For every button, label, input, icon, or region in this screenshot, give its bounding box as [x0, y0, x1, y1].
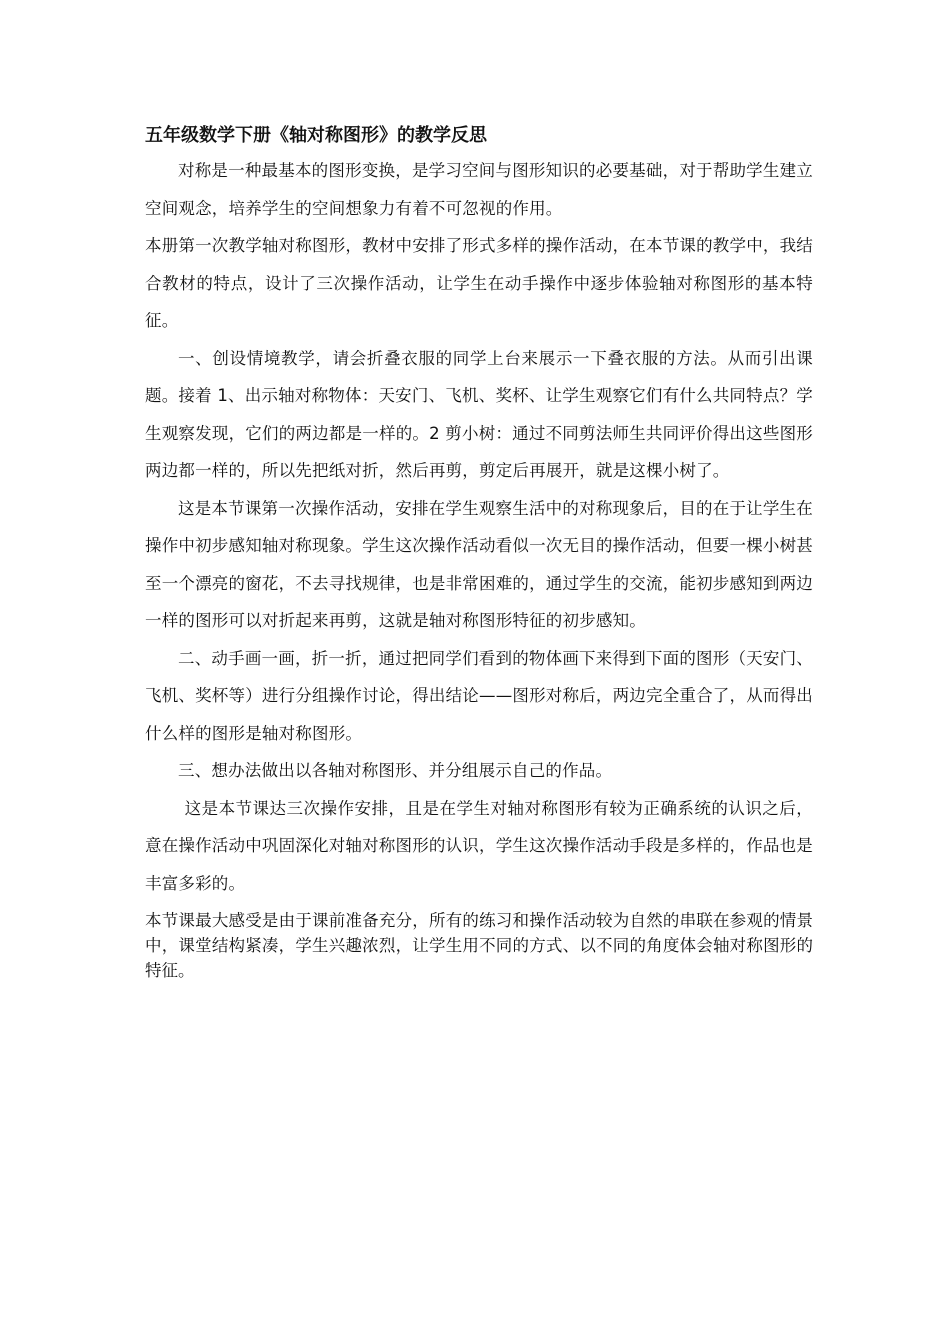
paragraph-activity-one-reflection: 这是本节课第一次操作活动，安排在学生观察生活中的对称现象后，目的在于让学生在操作中初步感知轴对称现象。学生这次操作活动看似一次无目的操作活动，但要一棵小树甚至一个漂亮的窗花，不去寻找规律，也是非常困难的，通过学生的交流，能初步感知到两边一样的图形可以对折起来再剪，这就是轴对称图形特征的初步感知。	[145, 498, 813, 630]
paragraph-activity-three: 三、想办法做出以各轴对称图形、并分组展示自己的作品。	[178, 761, 613, 780]
paragraph-overview: 本册第一次教学轴对称图形，教材中安排了形式多样的操作活动，在本节课的教学中，我结合教材的特点，设计了三次操作活动，让学生在动手操作中逐步体验轴对称图形的基本特征。	[145, 236, 813, 330]
paragraph-activity-one: 一、创设情境教学，请会折叠衣服的同学上台来展示一下叠衣服的方法。从而引出课题。接着 1、出示轴对称物体：天安门、飞机、奖杯、让学生观察它们有什么共同特点？学生观察发现，它们的两边都是一样的。2 剪小树：通过不同剪法师生共同评价得出这些图形两边都一样的，所以先把纸对折，然后再剪，剪定后再展开，就是这棵小树了。	[145, 348, 813, 480]
paragraph-activity-two: 二、动手画一画，折一折，通过把同学们看到的物体画下来得到下面的图形（天安门、飞机、奖杯等）进行分组操作讨论，得出结论——图形对称后，两边完全重合了，从而得出什么样的图形是轴对称图形。	[145, 648, 813, 743]
document-title: 五年级数学下册《轴对称图形》的教学反思	[145, 125, 487, 146]
paragraph-conclusion: 本节课最大感受是由于课前准备充分，所有的练习和操作活动较为自然的串联在参观的情景中，课堂结构紧凑，学生兴趣浓烈，让学生用不同的方式、以不同的角度体会轴对称图形的特征。	[145, 911, 813, 980]
document-body	[145, 122, 813, 983]
paragraph-activity-three-reflection: 这是本节课达三次操作安排，且是在学生对轴对称图形有较为正确系统的认识之后，意在操作活动中巩固深化对轴对称图形的认识，学生这次操作活动手段是多样的，作品也是丰富多彩的。	[145, 798, 813, 893]
paragraph-intro: 对称是一种最基本的图形变换，是学习空间与图形知识的必要基础，对于帮助学生建立空间观念，培养学生的空间想象力有着不可忽视的作用。	[145, 161, 813, 218]
